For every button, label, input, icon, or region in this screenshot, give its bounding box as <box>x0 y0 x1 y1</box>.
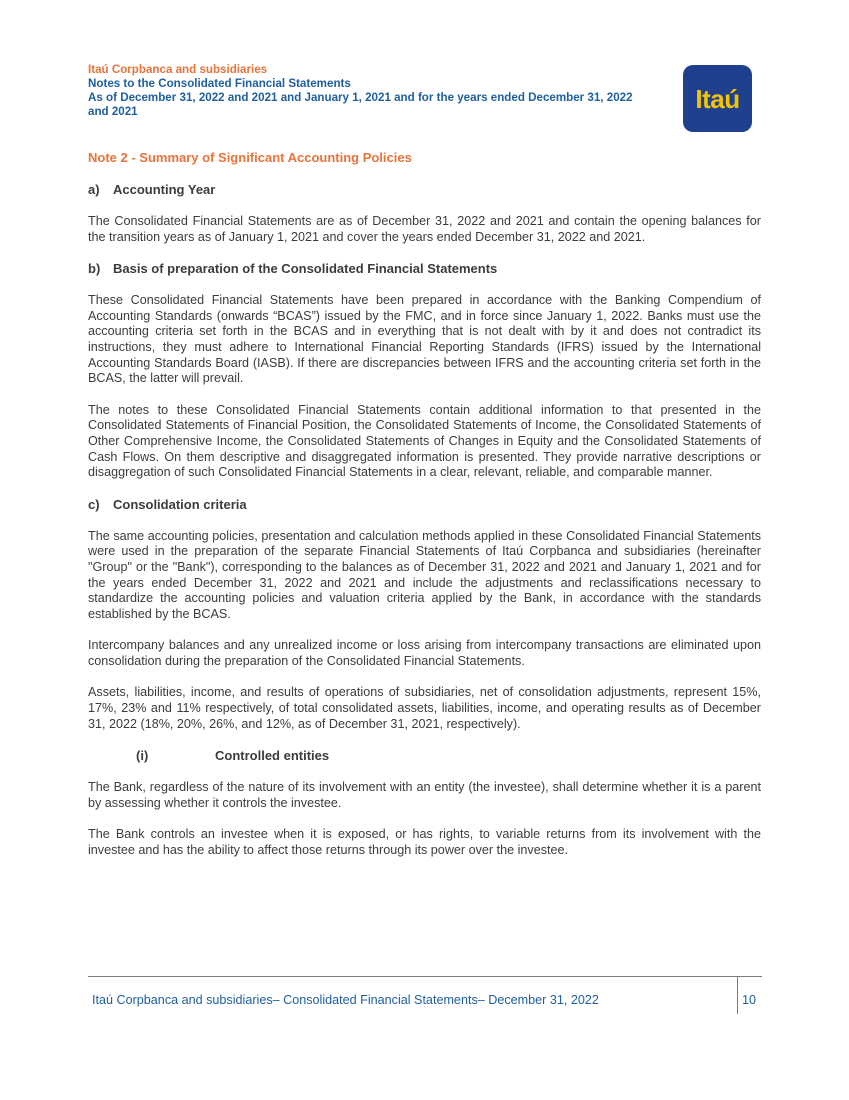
section-a-label: a) <box>88 182 100 197</box>
section-c-paragraph-3: Assets, liabilities, income, and results of operations of subsidiaries, net of consolidation adjustments, represent 15%, 17%, 23% and 11% respectively, of total consolidated assets, liabilities, income, and operating results as of December 31, 2022 (18%, 20%, 26%, and 12%, as of December 31, 2021, respectively). <box>88 685 761 731</box>
section-c-title <box>88 497 761 513</box>
logo-text: Itaú <box>695 84 740 114</box>
header-title: Notes to the Consolidated Financial Statements <box>88 77 351 90</box>
subsection-i-label: (i) <box>136 748 149 764</box>
section-b-heading: Basis of preparation of the Consolidated Financial Statements <box>113 261 498 277</box>
section-c-paragraph-2: Intercompany balances and any unrealized income or loss arising from intercompany transactions are eliminated upon consolidation during the preparation of the Consolidated Financial Statements. <box>88 638 761 668</box>
section-a-paragraph-1: The Consolidated Financial Statements are as of December 31, 2022 and 2021 and contain the opening balances for the transition years as of January 1, 2021 and cover the years ended December 31, 2022 and 2021. <box>88 214 761 244</box>
header-company: Itaú Corpbanca and subsidiaries <box>88 63 268 76</box>
section-c-paragraph-1: The same accounting policies, presentation and calculation methods applied in these Consolidated Financial Statements were used in the preparation of the separate Financial Statements of Itaú Corpbanca and subsidiaries (hereinafter "Group" or the "Bank"), corresponding to the balances as of December 31, 2022 and 2021 and January 1, 2021 and for the years ended December 31, 2022 and 2021 and include the adjustments and reclassifications necessary to standardize the accounting policies and valuation criteria applied by the Bank, in accordance with the standards established by the BCAS. <box>88 528 761 621</box>
section-b-title <box>88 261 761 277</box>
section-a-title <box>88 182 761 198</box>
footer-text: Itaú Corpbanca and subsidiaries– Consolidated Financial Statements– December 31, 2022 <box>92 993 599 1007</box>
subsection-i-heading: Controlled entities <box>215 748 330 764</box>
section-c-label: c) <box>88 496 100 512</box>
document-body <box>88 150 761 875</box>
page-number: 10 <box>742 993 757 1007</box>
header-period-line2: and 2021 <box>88 105 138 118</box>
section-b-label: b) <box>88 261 101 277</box>
section-b-paragraph-1: These Consolidated Financial Statements have been prepared in accordance with the Banking Compendium of Accounting Standards (onwards “BCAS”) issued by the FMC, and in force since January 1, 2022. Banks must use the accounting criteria set forth in the BCAS and in everything that is not dealt with by it and does not contradict its instructions, they must adhere to International Financial Reporting Standards (IFRS) issued by the International Accounting Standards Board (IASB). If there are discrepancies between IFRS and the accounting criteria set forth in the BCAS, the latter will prevail. <box>88 293 761 386</box>
footer-page-separator <box>737 976 738 1014</box>
section-a-heading: Accounting Year <box>113 182 216 197</box>
subsection-i-title <box>136 748 761 764</box>
footer-divider <box>88 976 762 977</box>
subsection-i-paragraph-2: The Bank controls an investee when it is exposed, or has rights, to variable returns from its involvement with the investee and has the ability to affect those returns through its power over the investee. <box>88 827 761 858</box>
section-c-heading: Consolidation criteria <box>113 496 247 512</box>
subsection-i-paragraph-1: The Bank, regardless of the nature of its involvement with an entity (the investee), shall determine whether it is a parent by assessing whether it controls the investee. <box>88 780 761 810</box>
section-b-paragraph-2: The notes to these Consolidated Financial Statements contain additional information to that presented in the Consolidated Statements of Financial Position, the Consolidated Statements of Income, the Consolidated Statements of Other Comprehensive Income, the Consolidated Statements of Changes in Equity and the Consolidated Statements of Cash Flows. On them descriptive and disaggregated information is presented. They provide narrative descriptions or disaggregation of such Consolidated Financial Statements in a clear, relevant, reliable, and comparable manner. <box>88 402 761 480</box>
note-title: Note 2 - Summary of Significant Accounting Policies <box>88 150 412 165</box>
itau-logo <box>683 65 752 132</box>
header-period-line1: As of December 31, 2022 and 2021 and January 1, 2021 and for the years ended December 31, 2022 <box>88 91 633 104</box>
page-header <box>88 63 678 119</box>
